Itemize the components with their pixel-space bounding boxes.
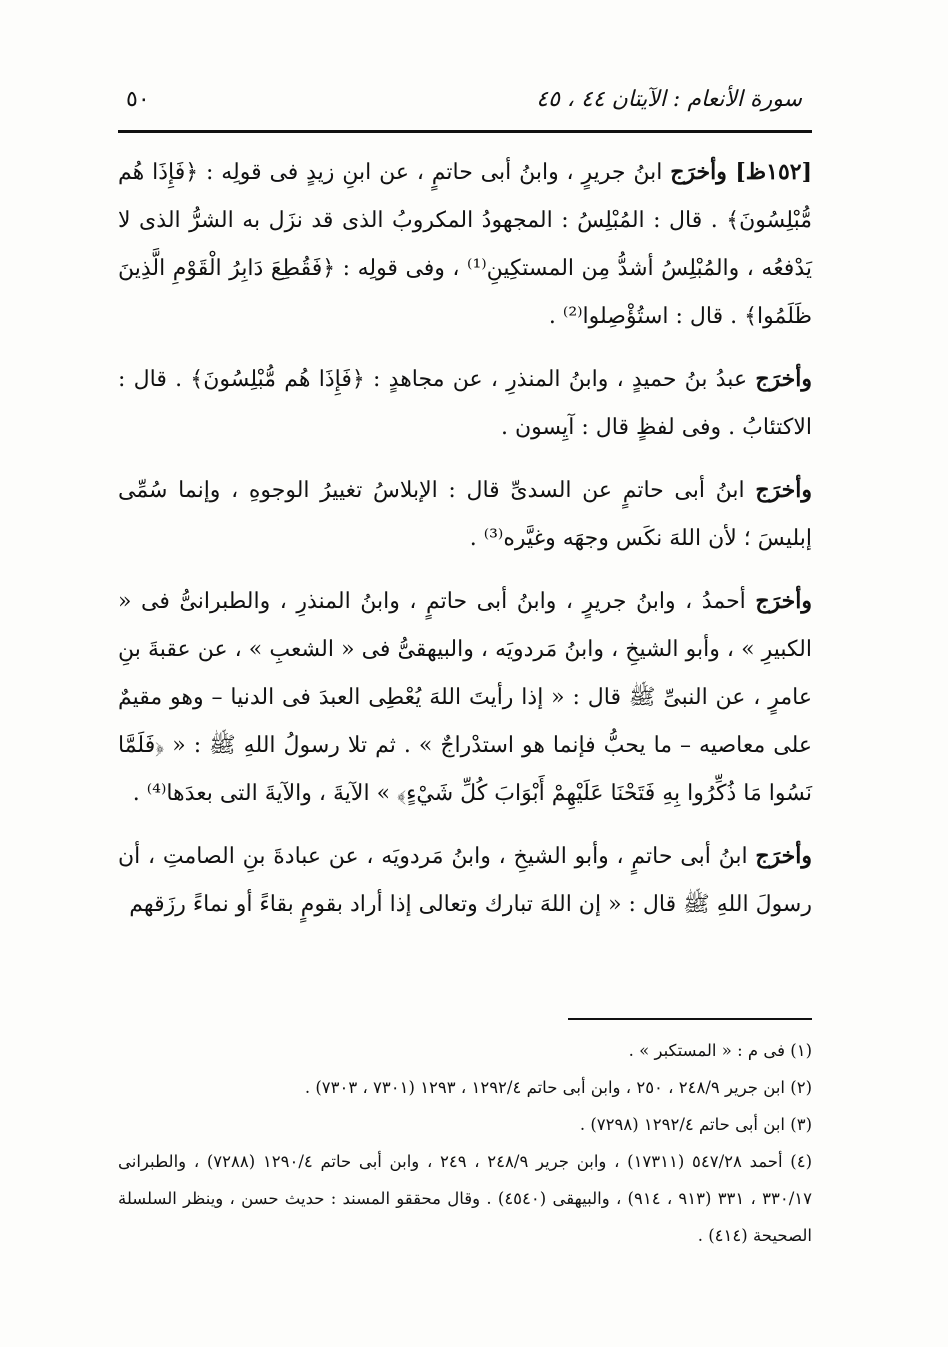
footnote-2: (٢) ابن جرير ٢٤٨/٩ ، ٢٥٠ ، وابن أبى حاتم ١٢٩٢/٤ ، ١٢٩٣ (٧٣٠١ ، ٧٣٠٣) . bbox=[304, 1078, 812, 1097]
running-title: سورة الأنعام : الآيتان ٤٤ ، ٤٥ bbox=[536, 86, 802, 112]
paragraph-text: ابنُ أبى حاتمٍ عن السدىِّ قال : الإبلاسُ تغييرُ الوجوهِ ، وإنما سُمِّى إبليسَ ؛ لأن اللهَ نكَس وجهَه وغيَّره⁽³⁾ . bbox=[118, 478, 812, 551]
paragraph bbox=[118, 466, 812, 563]
paragraph-text: أحمدُ ، وابنُ جريرٍ ، وابنُ أبى حاتمٍ ، وابنُ المنذرِ ، والطبرانىُّ فى « الكبيرِ » ، وأبو الشيخِ ، وابنُ مَردويَه ، والبيهقىُّ فى « الشعبِ » ، عن عقبةَ بنِ عامرٍ ، عن النبىِّ ﷺ قال : « إذا رأيتَ اللهَ يُعْطِى العبدَ فى الدنيا – وهو مقيمٌ على معاصيه – ما يحبُّ فإنما هو استدْراجٌ » . ثم تلا رسولُ اللهِ ﷺ : « ﴿فَلَمَّا نَسُوا مَا ذُكِّرُوا بِهِ فَتَحْنَا عَلَيْهِمْ أَبْوَابَ كُلِّ شَيْءٍ﴾ » الآيةَ ، والآيةَ التى بعدَها⁽⁴⁾ . bbox=[118, 589, 812, 806]
footnote-separator bbox=[568, 1018, 812, 1020]
footnotes bbox=[118, 1032, 812, 1254]
page-number: ٥٠ bbox=[126, 86, 150, 112]
main-text bbox=[118, 148, 812, 943]
paragraph bbox=[118, 832, 812, 929]
paragraph bbox=[118, 148, 812, 341]
footnote-1: (١) فى م : « المستكبر » . bbox=[628, 1041, 812, 1060]
paragraph-text: ابنُ أبى حاتمٍ ، وأبو الشيخِ ، وابنُ مَردويَه ، عن عبادةَ بنِ الصامتِ ، أن رسولَ اللهِ ﷺ قال : « إن اللهَ تبارك وتعالى إذا أراد بقومٍ بقاءً أو نماءً رزَقهم bbox=[118, 844, 812, 917]
paragraph-text: ابنُ جريرٍ ، وابنُ أبى حاتمٍ ، عن ابنِ زيدٍ فى قولِه : ﴿فَإِذَا هُم مُّبْلِسُونَ﴾ . قال : المُبْلِسُ : المجهودُ المكروبُ الذى قد نزَل به الشرُّ الذى لا يَدْفعُه ، والمُبْلِسُ أشدُّ مِن المستكِينِ⁽¹⁾ ، وفى قولِه : ﴿فَقُطِعَ دَابِرُ الْقَوْمِ الَّذِينَ ظَلَمُوا﴾ . قال : استُؤْصِلوا⁽²⁾ . bbox=[118, 160, 812, 329]
paragraph-text: عبدُ بنُ حميدٍ ، وابنُ المنذرِ ، عن مجاهدٍ : ﴿فَإِذَا هُم مُّبْلِسُونَ﴾ . قال : الاكتئابُ . وفى لفظٍ قال : آيِسون . bbox=[118, 367, 812, 440]
paragraph-lead: [١٥٢ظ] وأخرَج bbox=[670, 159, 813, 185]
footnote-4: (٤) أحمد ٥٤٧/٢٨ (١٧٣١١) ، وابن جرير ٢٤٨/٩ ، ٢٤٩ ، وابن أبى حاتم ١٢٩٠/٤ (٧٢٨٨) ، والطبرانى ٣٣٠/١٧ ، ٣٣١ (٩١٣ ، ٩١٤) ، والبيهقى (٤٥٤٠) . وقال محققو المسند : حديث حسن ، وينظر السلسلة الصحيحة (٤١٤) . bbox=[118, 1152, 813, 1245]
paragraph-lead: وأخرَج bbox=[755, 843, 812, 869]
page-header bbox=[118, 78, 808, 120]
header-rule bbox=[118, 130, 812, 133]
paragraph-lead: وأخرَج bbox=[755, 588, 812, 614]
paragraph-lead: وأخرَج bbox=[755, 366, 812, 392]
paragraph bbox=[118, 577, 812, 818]
paragraph-lead: وأخرَج bbox=[755, 477, 812, 503]
paragraph bbox=[118, 355, 812, 452]
footnote-3: (٣) ابن أبى حاتم ١٢٩٢/٤ (٧٢٩٨) . bbox=[579, 1115, 812, 1134]
